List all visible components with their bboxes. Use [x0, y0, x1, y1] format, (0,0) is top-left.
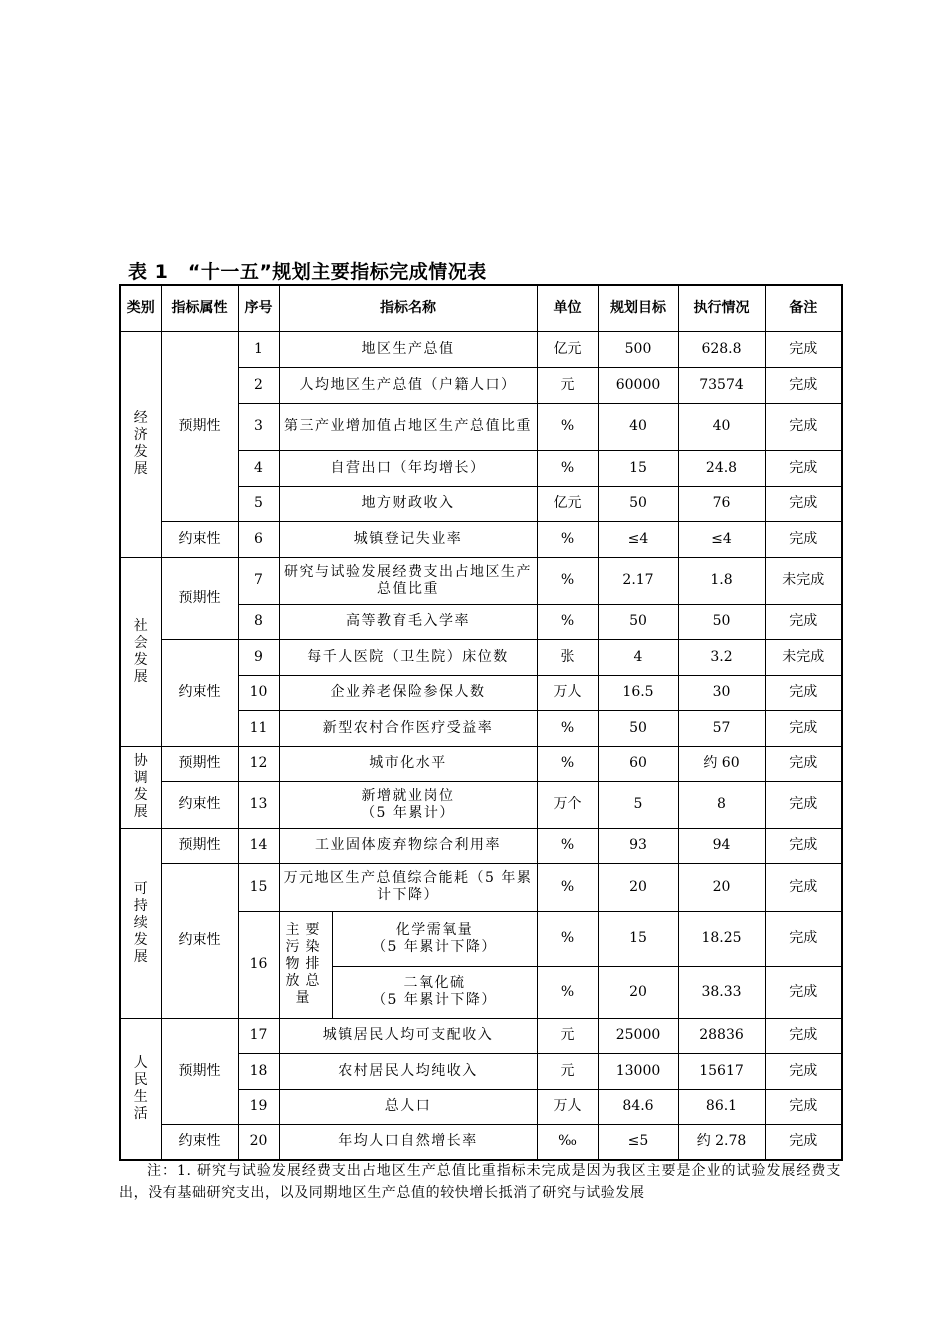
name-cell: 城镇登记失业率 — [279, 521, 537, 557]
name-cell: 研究与试验发展经费支出占地区生产总值比重 — [279, 557, 537, 604]
unit-cell: % — [537, 604, 598, 639]
header-category: 类别 — [120, 285, 161, 331]
unit-cell: % — [537, 450, 598, 486]
attr-cell: 预期性 — [161, 1018, 238, 1124]
note-cell: 完成 — [765, 450, 842, 486]
unit-cell: 元 — [537, 367, 598, 403]
seq-cell: 13 — [238, 781, 279, 828]
seq-cell: 2 — [238, 367, 279, 403]
name-cell: 高等教育毛入学率 — [279, 604, 537, 639]
header-attr: 指标属性 — [161, 285, 238, 331]
note-cell: 完成 — [765, 675, 842, 710]
table-row — [120, 863, 842, 911]
name-cell: 每千人医院（卫生院）床位数 — [279, 639, 537, 675]
header-seq: 序号 — [238, 285, 279, 331]
actual-cell: 20 — [678, 863, 765, 911]
table-row — [120, 1124, 842, 1160]
name-cell: 地方财政收入 — [279, 486, 537, 521]
table-row — [120, 557, 842, 604]
unit-cell: % — [537, 403, 598, 450]
target-cell: 60000 — [598, 367, 678, 403]
table-row — [120, 828, 842, 863]
note-cell: 完成 — [765, 863, 842, 911]
actual-cell: 38.33 — [678, 966, 765, 1018]
target-cell: 50 — [598, 710, 678, 746]
seq-cell: 5 — [238, 486, 279, 521]
note-cell: 完成 — [765, 403, 842, 450]
table-row — [120, 781, 842, 828]
name-line-2: （5 年累计下降） — [372, 938, 497, 955]
target-cell: 60 — [598, 746, 678, 781]
target-cell: 93 — [598, 828, 678, 863]
actual-cell: 73574 — [678, 367, 765, 403]
unit-cell: % — [537, 710, 598, 746]
attr-cell: 约束性 — [161, 863, 238, 1018]
note-cell: 完成 — [765, 1053, 842, 1089]
unit-cell: 亿元 — [537, 331, 598, 367]
name-cell — [332, 911, 537, 966]
target-cell: 50 — [598, 486, 678, 521]
seq-cell: 16 — [238, 911, 279, 1018]
name-line: 二氧化硫 — [403, 975, 466, 991]
attr-cell: 预期性 — [161, 557, 238, 639]
name-cell: 万元地区生产总值综合能耗（5 年累计下降） — [279, 863, 537, 911]
name-line-2: （5 年累计下降） — [372, 992, 497, 1008]
target-cell: 500 — [598, 331, 678, 367]
target-cell: 13000 — [598, 1053, 678, 1089]
actual-cell: 628.8 — [678, 331, 765, 367]
attr-cell: 预期性 — [161, 828, 238, 863]
seq-cell: 10 — [238, 675, 279, 710]
note-cell: 完成 — [765, 1124, 842, 1160]
name-cell: 人均地区生产总值（户籍人口） — [279, 367, 537, 403]
name-cell: 自营出口（年均增长） — [279, 450, 537, 486]
pollutant-group: 主要污染物排放总量 — [279, 911, 332, 1018]
name-line: 新增就业岗位 — [361, 787, 455, 804]
attr-cell: 约束性 — [161, 781, 238, 828]
actual-cell: 约 60 — [678, 746, 765, 781]
note-cell: 完成 — [765, 911, 842, 966]
name-cell — [279, 781, 537, 828]
target-cell: 5 — [598, 781, 678, 828]
unit-cell: 亿元 — [537, 486, 598, 521]
actual-cell: 40 — [678, 403, 765, 450]
note-cell: 完成 — [765, 1018, 842, 1053]
target-cell: 40 — [598, 403, 678, 450]
actual-cell: ≤4 — [678, 521, 765, 557]
target-cell: 20 — [598, 863, 678, 911]
actual-cell: 76 — [678, 486, 765, 521]
category-society: 社会发展 — [120, 557, 161, 746]
name-cell: 年均人口自然增长率 — [279, 1124, 537, 1160]
unit-cell: % — [537, 828, 598, 863]
unit-cell: 元 — [537, 1053, 598, 1089]
unit-cell: % — [537, 557, 598, 604]
seq-cell: 11 — [238, 710, 279, 746]
actual-cell: 约 2.78 — [678, 1124, 765, 1160]
note-cell: 完成 — [765, 781, 842, 828]
unit-cell: 万人 — [537, 675, 598, 710]
name-cell: 第三产业增加值占地区生产总值比重 — [279, 403, 537, 450]
seq-cell: 7 — [238, 557, 279, 604]
unit-cell: 元 — [537, 1018, 598, 1053]
header-name: 指标名称 — [279, 285, 537, 331]
note-cell: 未完成 — [765, 557, 842, 604]
target-cell: 84.6 — [598, 1089, 678, 1124]
unit-cell: % — [537, 911, 598, 966]
name-cell: 城镇居民人均可支配收入 — [279, 1018, 537, 1053]
unit-cell: 张 — [537, 639, 598, 675]
target-cell: 25000 — [598, 1018, 678, 1053]
category-livelihood: 人民生活 — [120, 1018, 161, 1160]
note-cell: 完成 — [765, 966, 842, 1018]
name-cell: 农村居民人均纯收入 — [279, 1053, 537, 1089]
note-cell: 完成 — [765, 486, 842, 521]
target-cell: ≤4 — [598, 521, 678, 557]
unit-cell: 万个 — [537, 781, 598, 828]
seq-cell: 9 — [238, 639, 279, 675]
actual-cell: 86.1 — [678, 1089, 765, 1124]
unit-cell: ‰ — [537, 1124, 598, 1160]
table-title: 表 1 “十一五”规划主要指标完成情况表 — [128, 261, 487, 283]
seq-cell: 20 — [238, 1124, 279, 1160]
category-coordination: 协调发展 — [120, 746, 161, 828]
target-cell: 4 — [598, 639, 678, 675]
seq-cell: 3 — [238, 403, 279, 450]
name-cell: 企业养老保险参保人数 — [279, 675, 537, 710]
name-cell: 地区生产总值 — [279, 331, 537, 367]
footnote: 注：1. 研究与试验发展经费支出占地区生产总值比重指标未完成是因为我区主要是企业的试验发展经费支出，没有基础研究支出，以及同期地区生产总值的较快增长抵消了研究与试验发展 — [119, 1163, 841, 1201]
unit-cell: % — [537, 863, 598, 911]
actual-cell: 28836 — [678, 1018, 765, 1053]
target-cell: 50 — [598, 604, 678, 639]
note-cell: 未完成 — [765, 639, 842, 675]
header-row — [120, 285, 842, 331]
name-line-2: （5 年累计） — [361, 804, 455, 821]
category-economy: 经济发展 — [120, 331, 161, 557]
target-cell: 15 — [598, 911, 678, 966]
table-row — [120, 746, 842, 781]
target-cell: 2.17 — [598, 557, 678, 604]
actual-cell: 15617 — [678, 1053, 765, 1089]
target-cell: 15 — [598, 450, 678, 486]
attr-cell: 预期性 — [161, 746, 238, 781]
name-cell: 工业固体废弃物综合利用率 — [279, 828, 537, 863]
target-cell: 16.5 — [598, 675, 678, 710]
table-row — [120, 1018, 842, 1053]
seq-cell: 19 — [238, 1089, 279, 1124]
note-cell: 完成 — [765, 710, 842, 746]
note-cell: 完成 — [765, 604, 842, 639]
seq-cell: 12 — [238, 746, 279, 781]
unit-cell: % — [537, 521, 598, 557]
note-cell: 完成 — [765, 828, 842, 863]
header-actual: 执行情况 — [678, 285, 765, 331]
attr-cell: 预期性 — [161, 331, 238, 521]
actual-cell: 8 — [678, 781, 765, 828]
seq-cell: 4 — [238, 450, 279, 486]
header-target: 规划目标 — [598, 285, 678, 331]
seq-cell: 6 — [238, 521, 279, 557]
note-cell: 完成 — [765, 331, 842, 367]
unit-cell: % — [537, 746, 598, 781]
header-note: 备注 — [765, 285, 842, 331]
seq-cell: 8 — [238, 604, 279, 639]
seq-cell: 15 — [238, 863, 279, 911]
actual-cell: 50 — [678, 604, 765, 639]
seq-cell: 18 — [238, 1053, 279, 1089]
seq-cell: 14 — [238, 828, 279, 863]
unit-cell: % — [537, 966, 598, 1018]
table-row — [120, 639, 842, 675]
actual-cell: 1.8 — [678, 557, 765, 604]
name-line: 化学需氧量 — [395, 921, 474, 938]
note-cell: 完成 — [765, 746, 842, 781]
actual-cell: 30 — [678, 675, 765, 710]
header-unit: 单位 — [537, 285, 598, 331]
attr-cell: 约束性 — [161, 639, 238, 746]
target-cell: 20 — [598, 966, 678, 1018]
table-row — [120, 331, 842, 367]
attr-cell: 约束性 — [161, 1124, 238, 1160]
target-cell: ≤5 — [598, 1124, 678, 1160]
note-cell: 完成 — [765, 521, 842, 557]
name-cell — [332, 966, 537, 1018]
actual-cell: 3.2 — [678, 639, 765, 675]
actual-cell: 57 — [678, 710, 765, 746]
name-cell: 城市化水平 — [279, 746, 537, 781]
indicator-table — [119, 284, 843, 1161]
unit-cell: 万人 — [537, 1089, 598, 1124]
category-sustainable: 可持续发展 — [120, 828, 161, 1018]
attr-cell: 约束性 — [161, 521, 238, 557]
note-cell: 完成 — [765, 367, 842, 403]
actual-cell: 18.25 — [678, 911, 765, 966]
seq-cell: 17 — [238, 1018, 279, 1053]
table-row — [120, 521, 842, 557]
actual-cell: 24.8 — [678, 450, 765, 486]
name-cell: 总人口 — [279, 1089, 537, 1124]
name-cell: 新型农村合作医疗受益率 — [279, 710, 537, 746]
note-cell: 完成 — [765, 1089, 842, 1124]
actual-cell: 94 — [678, 828, 765, 863]
seq-cell: 1 — [238, 331, 279, 367]
